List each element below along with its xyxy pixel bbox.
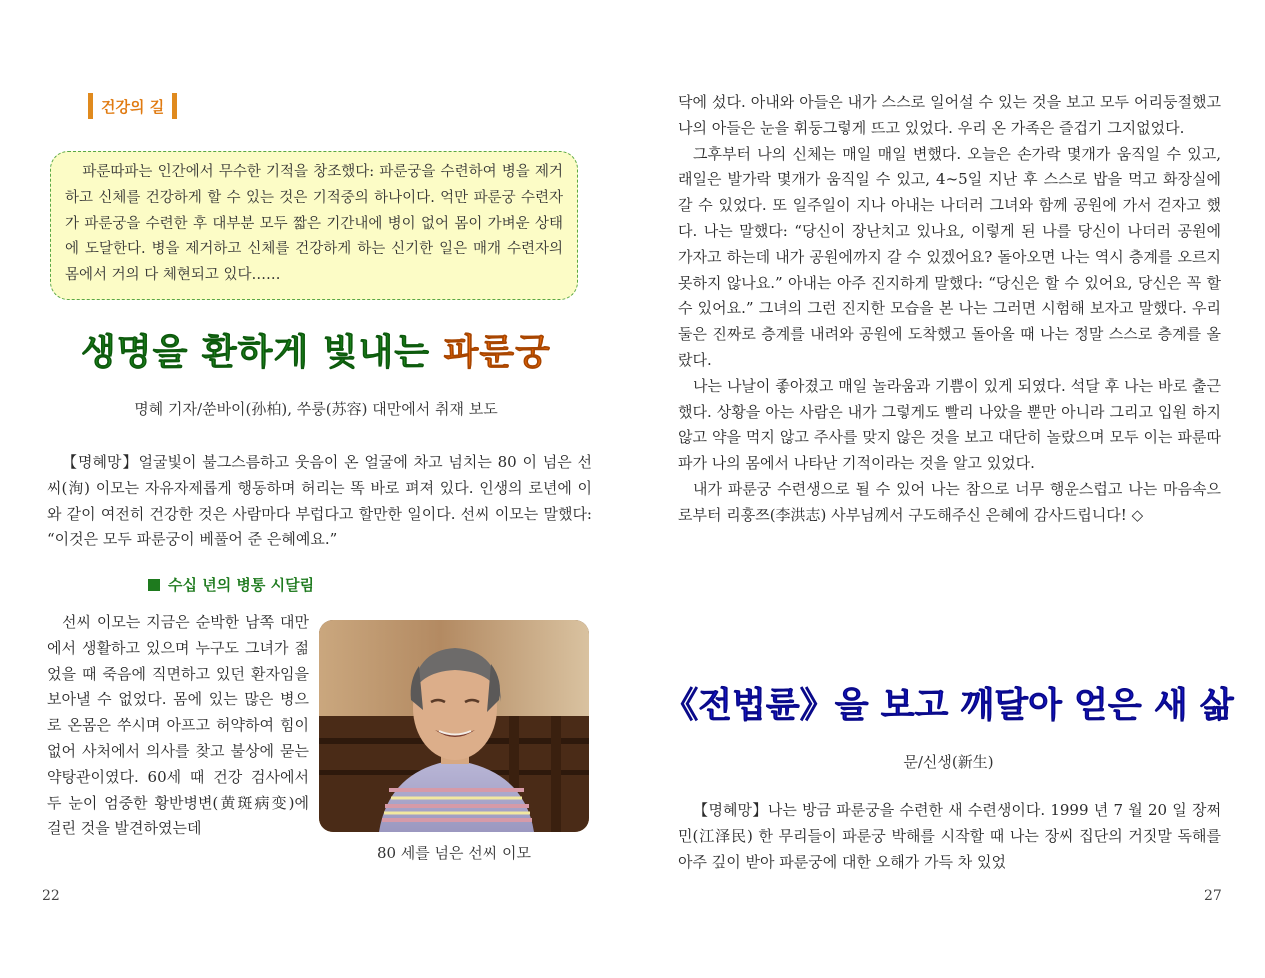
- portrait-photo: [319, 620, 589, 832]
- square-bullet-icon: [148, 579, 160, 591]
- intro-paragraph: 【명혜망】얼굴빛이 불그스름하고 웃음이 온 얼굴에 차고 넘치는 80 이 넘은 선씨(洵) 이모는 자유자제롭게 행동하며 허리는 똑 바로 펴져 있다. 인생의 로년에 이와 같이 여전히 건강한 것은 사람마다 부럽다고 할만한 일이다. 선씨 이모는 말했다: “이것은 모두 파룬궁이 베풀어 준 은혜예요.”: [47, 453, 592, 549]
- left-page: [0, 0, 632, 978]
- intro-box: 파룬따파는 인간에서 무수한 기적을 창조했다: 파룬궁을 수련하여 병을 제거하고 신체를 건강하게 할 수 있는 것은 기적중의 하나이다. 억만 파룬궁 수련자가 파룬궁을 수련한 후 대부분 모두 짧은 기간내에 병이 없어 몸이 가벼운 상태에 도달한다. 병을 제거하고 신체를 건강하게 하는 신기한 일은 매개 수련자의 몸에서 거의 다 체현되고 있다……: [50, 151, 578, 300]
- second-article-byline: 문/신생(新生): [903, 753, 994, 771]
- article-title-main: 생명을 환하게 빛내는: [81, 332, 444, 373]
- tag-bar-right: [172, 93, 177, 119]
- story-paragraph: 선씨 이모는 지금은 순박한 남쪽 대만에서 생활하고 있으며 누구도 그녀가 젊었을 때 죽음에 직면하고 있던 환자임을 보아낼 수 없었다. 몸에 있는 많은 병으로 온몸은 쑤시며 아프고 허약하여 힘이 없어 사처에서 의사를 찾고 불상에 묻는 약탕관이였다. 60세 때 건강 검사에서 두 눈이 엄중한 황반병변(黄斑病变)에 걸린 것을 발견하였는데: [47, 613, 309, 838]
- elderly-woman-photo-image: [319, 620, 589, 832]
- article-byline: 명혜 기자/쑨바이(孙柏), 쑤룽(苏容) 대만에서 취재 보도: [134, 400, 498, 418]
- section-tag-label: 건강의 길: [101, 97, 165, 116]
- body-paragraph: 그후부터 나의 신체는 매일 매일 변했다. 오늘은 손가락 몇개가 움직일 수 있고, 래일은 발가락 몇개가 움직일 수 있고, 4~5일 지난 후 스스로 밥을 먹고 화장실에 갈 수 있었다. 또 일주일이 지나 아내는 나더러 그녀와 함께 공원에 가서 걷자고 했다. 나는 말했다: “당신이 장난치고 있나요, 이렇게 된 나를 당신이 나더러 공원에 가자고 하는데 내가 공원에까지 갈 수 있겠어요? 돌아오면 나는 역시 층계를 오르지 못하지 않나요.” 아내는 아주 진지하게 말했다: “당신은 할 수 있어요, 당신은 꼭 할 수 있어요.” 그녀의 그런 진지한 모습을 본 나는 그러면 시험해 보자고 말했다. 우리 둘은 진짜로 층계를 내려와 공원에 도착했고 돌아올 때 나는 정말 스스로 층계를 올랐다.: [678, 144, 1221, 369]
- second-article-paragraph: 【명혜망】나는 방금 파룬궁을 수련한 새 수련생이다. 1999 년 7 월 20 일 장쩌민(江泽民) 한 무리들이 파룬궁 박해를 시작할 때 나는 장씨 집단의 거짓말 독해를 아주 깊이 받아 파룬궁에 대한 오해가 가득 차 있었: [678, 801, 1221, 871]
- photo-caption: 80 세를 넘은 선씨 이모: [376, 844, 532, 862]
- body-paragraph: 내가 파룬궁 수련생으로 될 수 있어 나는 참으로 너무 행운스럽고 나는 마음속으로부터 리훙쯔(李洪志) 사부님께서 구도해주신 은혜에 감사드립니다! ◇: [678, 479, 1221, 524]
- subheading-text: 수십 년의 병통 시달림: [168, 576, 315, 594]
- subheading: [148, 574, 314, 595]
- right-body: [678, 90, 1221, 529]
- second-article-title: 《전법륜》을 보고 깨달아 얻은 새 삶: [663, 686, 1234, 726]
- section-tag: [88, 92, 177, 120]
- article-title: [40, 325, 592, 381]
- right-page: [632, 0, 1265, 978]
- body-paragraph: 나는 나날이 좋아졌고 매일 놀라움과 기쁨이 있게 되였다. 석달 후 나는 바로 출근했다. 상황을 아는 사람은 내가 그렇게도 빨리 나았을 뿐만 아니라 그리고 입원 하지 않고 약을 먹지 않고 주사를 맞지 않은 것을 보고 대단히 놀랐으며 모두 이는 파룬따파가 나의 몸에서 나타난 기적이라는 것을 알고 있었다.: [678, 376, 1221, 473]
- page-number-right: 27: [1204, 888, 1222, 904]
- body-paragraph: 닥에 섰다. 아내와 아들은 내가 스스로 일어설 수 있는 것을 보고 모두 어리둥절했고 나의 아들은 눈을 휘둥그렇게 뜨고 있었다. 우리 온 가족은 즐겁기 그지없었다.: [678, 93, 1221, 137]
- article-title-highlight: 파룬궁: [443, 332, 551, 373]
- page-number-left: 22: [42, 888, 60, 904]
